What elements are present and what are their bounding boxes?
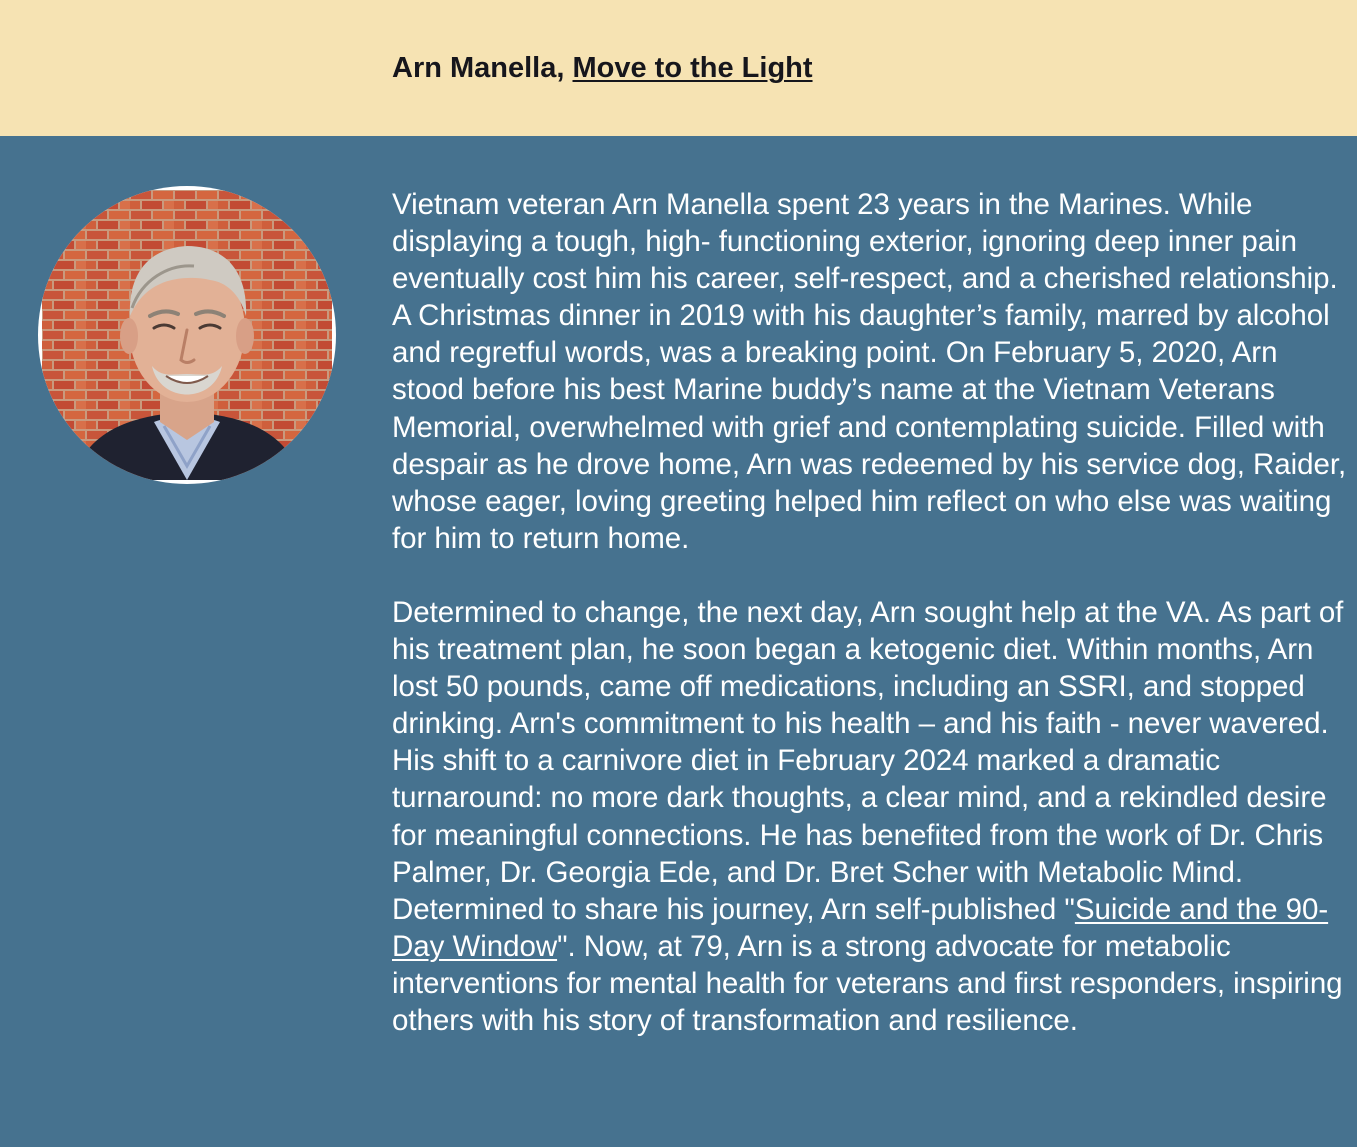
header-banner xyxy=(0,0,1357,136)
portrait-photo xyxy=(42,190,332,480)
book-link-suicide-90-day-window[interactable]: Suicide and the 90-Day Window xyxy=(392,892,1329,963)
bio-paragraph-2 xyxy=(392,594,1354,1039)
book-title-link[interactable]: Move to the Light xyxy=(572,52,813,84)
author-portrait xyxy=(38,186,336,484)
bio-text xyxy=(392,186,1354,1039)
bio-paragraph-2-text-end: ". Now, at 79, Arn is a strong advocate for metabolic interventions for mental health for veterans and first responders, inspiring others with his story of transformation and resilience. xyxy=(392,929,1343,1037)
author-name: Arn Manella xyxy=(392,52,557,84)
title-separator: , xyxy=(556,52,573,84)
bio-paragraph-2-text: Determined to change, the next day, Arn sought help at the VA. As part of his treatment plan, he soon began a ketogenic diet. Within months, Arn lost 50 pounds, came off medications, including an SSRI, and stopped drinking. Arn's commitment to his health – and his faith - never wavered. His shift to a carnivore diet in February 2024 marked a dramatic turnaround: no more dark thoughts, a clear mind, and a rekindled desire for meaningful connections. He has benefited from the work of Dr. Chris Palmer, Dr. Georgia Ede, and Dr. Bret Scher with Metabolic Mind. Determined to share his journey, Arn self-published " xyxy=(392,595,1344,926)
page-title xyxy=(392,50,813,86)
bio-paragraph-1: Vietnam veteran Arn Manella spent 23 years in the Marines. While displaying a tough, high- functioning exterior, ignoring deep inner pain eventually cost him his career, self-respect, and a cherished relationship. A Christmas dinner in 2019 with his daughter’s family, marred by alcohol and regretful words, was a breaking point. On February 5, 2020, Arn stood before his best Marine buddy’s name at the Vietnam Veterans Memorial, overwhelmed with grief and contemplating suicide. Filled with despair as he drove home, Arn was redeemed by his service dog, Raider, whose eager, loving greeting helped him reflect on who else was waiting for him to return home. xyxy=(392,188,1347,555)
